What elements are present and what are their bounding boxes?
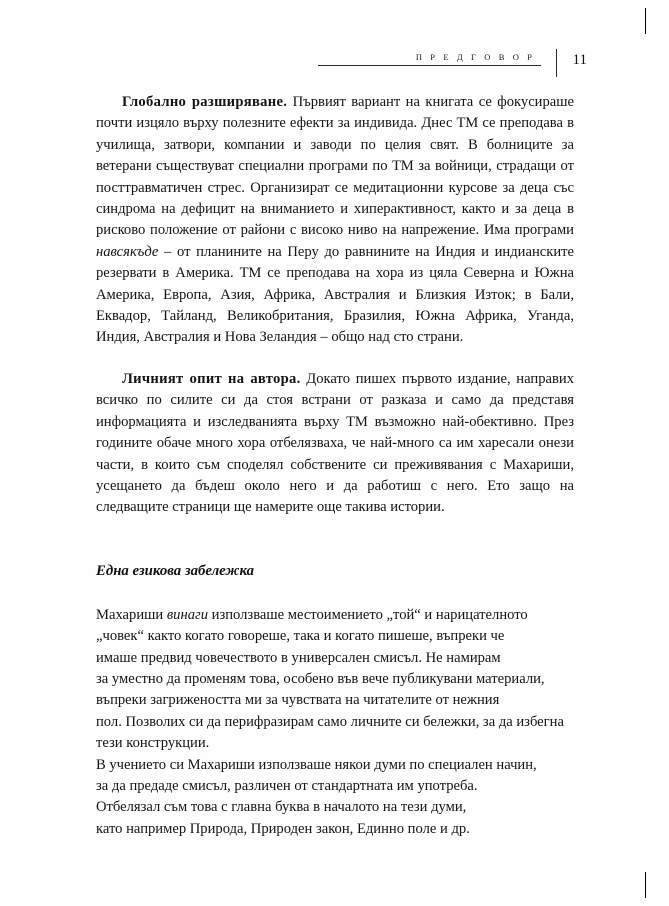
section-spacer-bottom xyxy=(96,581,574,605)
page-body xyxy=(96,92,574,840)
note-line: В учението си Махариши използваше някои думи по специален начин, xyxy=(96,756,537,773)
note-text-1: Махариши xyxy=(96,606,167,623)
crop-mark-top-right xyxy=(645,8,646,34)
paragraph-author-experience xyxy=(96,369,574,519)
page-number: 11 xyxy=(572,52,587,68)
section-heading: Една езикова забележка xyxy=(96,562,255,579)
note-line: тези конструкции. xyxy=(96,735,210,752)
note-line: като например Природа, Природен закон, Единно поле и др. xyxy=(96,820,470,837)
crop-mark-bottom-right xyxy=(645,872,646,898)
paragraph-global-expansion xyxy=(96,92,574,349)
note-text-2: използваше местоимението „той“ и нарицателното xyxy=(208,606,528,623)
emphasis-always: винаги xyxy=(166,606,209,623)
section-spacer-top xyxy=(96,519,574,561)
note-line: пол. Позволих си да перифразирам само личните си бележки, за да избегна xyxy=(96,713,564,730)
folio-divider xyxy=(556,49,557,77)
note-line: „човек“ както когато говореше, така и когато пишеше, въпреки че xyxy=(96,628,505,645)
note-line: въпреки загрижеността ми за чувствата на читателите от нежния xyxy=(96,692,500,709)
running-head-rule xyxy=(318,65,541,66)
paragraph-text: Докато пишех първото издание, направих всичко по силите си да стоя встрани от разказа и само да представя информацията и изследванията върху ТМ възможно най-обективно. През годините обаче много хора отбелязваха, че най-много са им харесали онези части, в които съм споделял собствените си преживявания с Махариши, усещането да бъдеш около него и да работиш с него. Ето защо на следващите страници ще намерите още такива истории. xyxy=(96,370,574,516)
paragraph-lead-in: Глобално разширяване. xyxy=(122,94,288,110)
running-head xyxy=(96,52,609,76)
paragraph-lead-in: Личният опит на автора. xyxy=(122,370,301,387)
note-line: Отбелязал съм това с главна буква в началото на тези думи, xyxy=(96,799,467,816)
note-line xyxy=(96,605,574,626)
note-line: за уместно да променям това, особено във вече публикувани материали, xyxy=(96,670,545,687)
paragraph-text-part-2: – от планините на Перу до равнините на Индия и индианските резервати в Америка. ТМ се преподава на хора из цяла Северна и Южна Америка, Европа, Азия, Африка, Австралия и Близкия Изток; в Бали, Еквадор, Тайланд, Великобритания, Бразилия, Южна Африка, Уганда, Индия, Австралия и Нова Зеландия – общо над сто страни. xyxy=(96,243,574,346)
paragraph-text-part-1: Първият вариант на книгата се фокусираше почти изцяло върху полезните ефекти за индивида. Днес ТМ се преподава в училища, затвори, компании и заводи по целия свят. В болниците за ветерани съществуват специални програми по ТМ за войници, страдащи от посттравматичен стрес. Организират се медитационни курсове за деца със синдрома на дефицит на вниманието и хиперактивност, както и за деца в рисково положение от райони с високо ниво на напрежение. Има програми xyxy=(96,94,574,239)
emphasis-everywhere: навсякъде xyxy=(96,243,159,260)
running-head-label: П Р Е Д Г О В О Р xyxy=(415,52,535,62)
note-line: за да предаде смисъл, различен от стандартната им употреба. xyxy=(96,777,478,794)
note-line: имаше предвид човечеството в универсален смисъл. Не намирам xyxy=(96,649,501,666)
paragraph-spacer xyxy=(96,349,574,369)
